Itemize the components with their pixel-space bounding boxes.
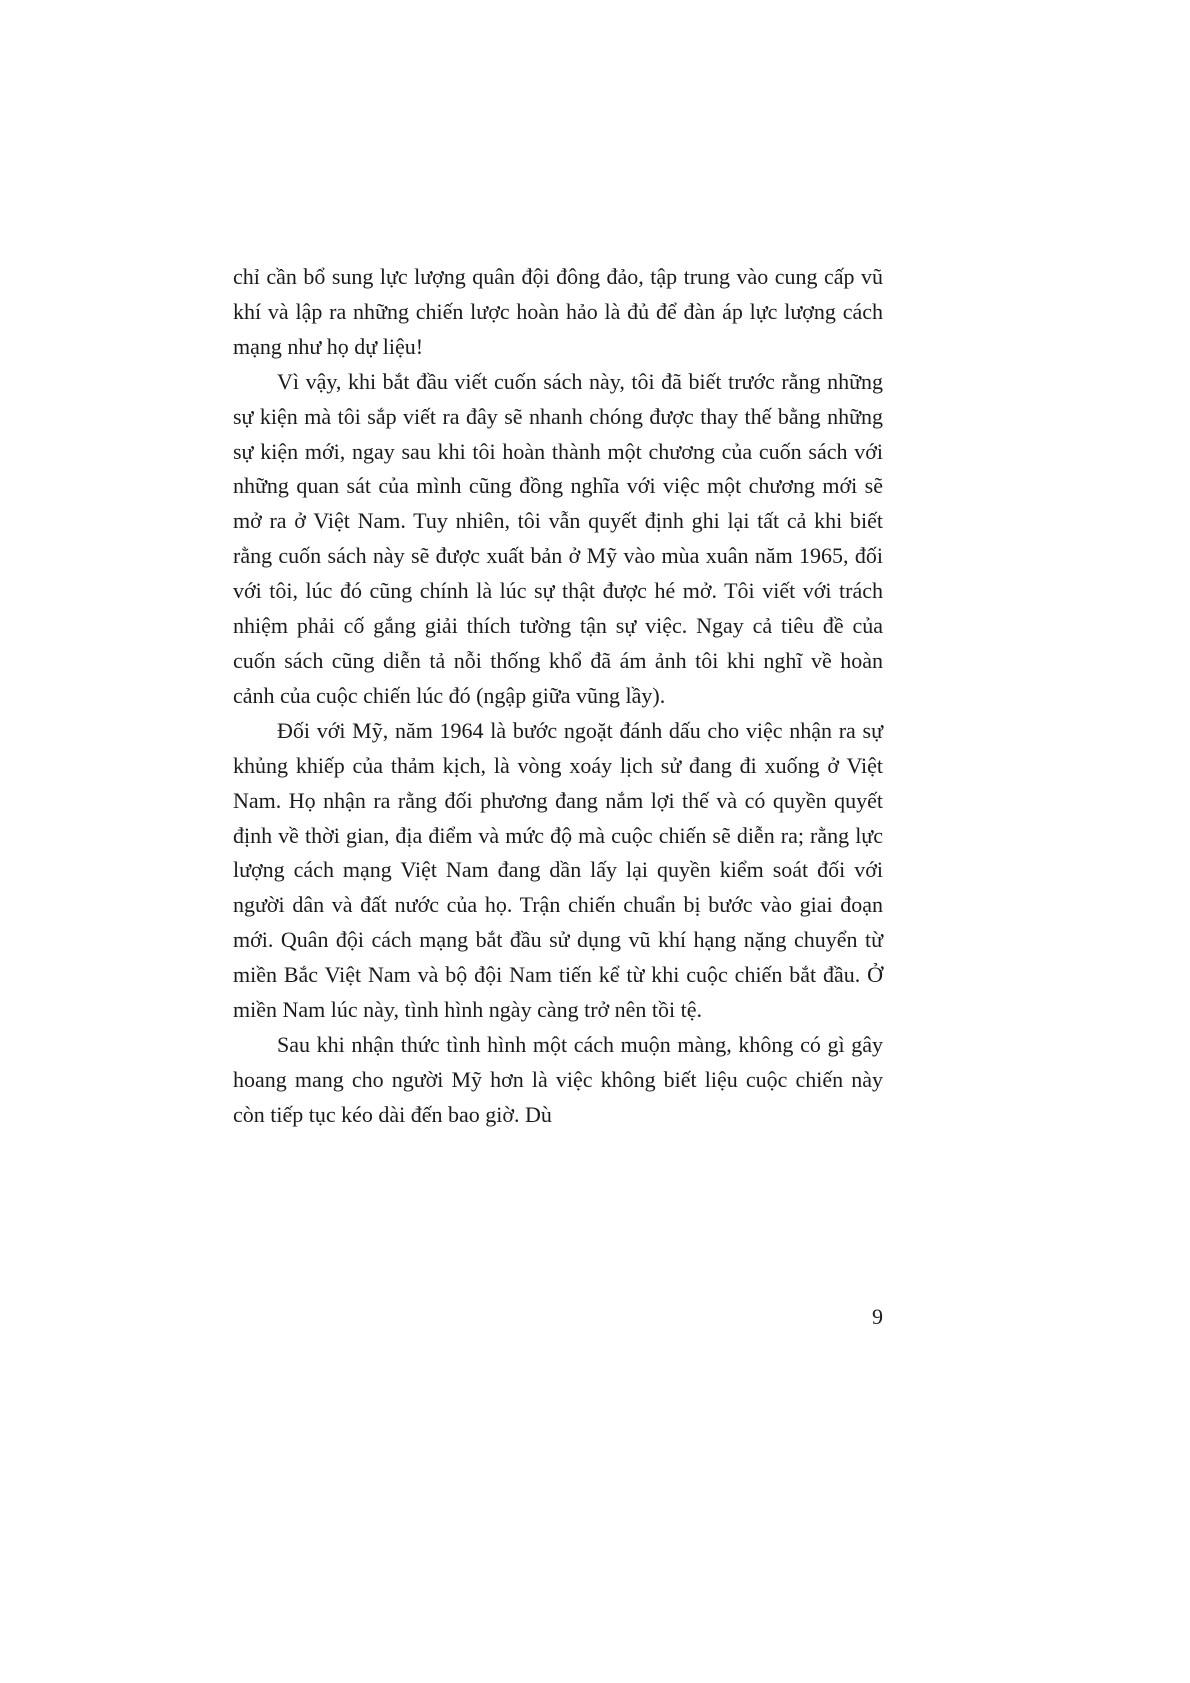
body-text (233, 260, 883, 1133)
paragraph: Đối với Mỹ, năm 1964 là bước ngoặt đánh dấu cho việc nhận ra sự khủng khiếp của thảm kịch, là vòng xoáy lịch sử đang đi xuống ở Việt Nam. Họ nhận ra rằng đối phương đang nắm lợi thế và có quyền quyết định về thời gian, địa điểm và mức độ mà cuộc chiến sẽ diễn ra; rằng lực lượng cách mạng Việt Nam đang dần lấy lại quyền kiểm soát đối với người dân và đất nước của họ. Trận chiến chuẩn bị bước vào giai đoạn mới. Quân đội cách mạng bắt đầu sử dụng vũ khí hạng nặng chuyển từ miền Bắc Việt Nam và bộ đội Nam tiến kể từ khi cuộc chiến bắt đầu. Ở miền Nam lúc này, tình hình ngày càng trở nên tồi tệ. (233, 717, 883, 1023)
page-number: 9 (872, 1304, 883, 1329)
paragraph: Vì vậy, khi bắt đầu viết cuốn sách này, tôi đã biết trước rằng những sự kiện mà tôi sắp viết ra đây sẽ nhanh chóng được thay thế bằng những sự kiện mới, ngay sau khi tôi hoàn thành một chương của cuốn sách với những quan sát của mình cũng đồng nghĩa với việc một chương mới sẽ mở ra ở Việt Nam. Tuy nhiên, tôi vẫn quyết định ghi lại tất cả khi biết rằng cuốn sách này sẽ được xuất bản ở Mỹ vào mùa xuân năm 1965, đối với tôi, lúc đó cũng chính là lúc sự thật được hé mở. Tôi viết với trách nhiệm phải cố gắng giải thích tường tận sự việc. Ngay cả tiêu đề của cuốn sách cũng diễn tả nỗi thống khổ đã ám ảnh tôi khi nghĩ về hoàn cảnh của cuộc chiến lúc đó (ngập giữa vũng lầy). (233, 368, 883, 708)
paragraph-continuation: chỉ cần bổ sung lực lượng quân đội đông đảo, tập trung vào cung cấp vũ khí và lập ra những chiến lược hoàn hảo là đủ để đàn áp lực lượng cách mạng như họ dự liệu! (233, 264, 883, 359)
paragraph: Sau khi nhận thức tình hình một cách muộn màng, không có gì gây hoang mang cho người Mỹ hơn là việc không biết liệu cuộc chiến này còn tiếp tục kéo dài đến bao giờ. Dù (233, 1031, 883, 1127)
